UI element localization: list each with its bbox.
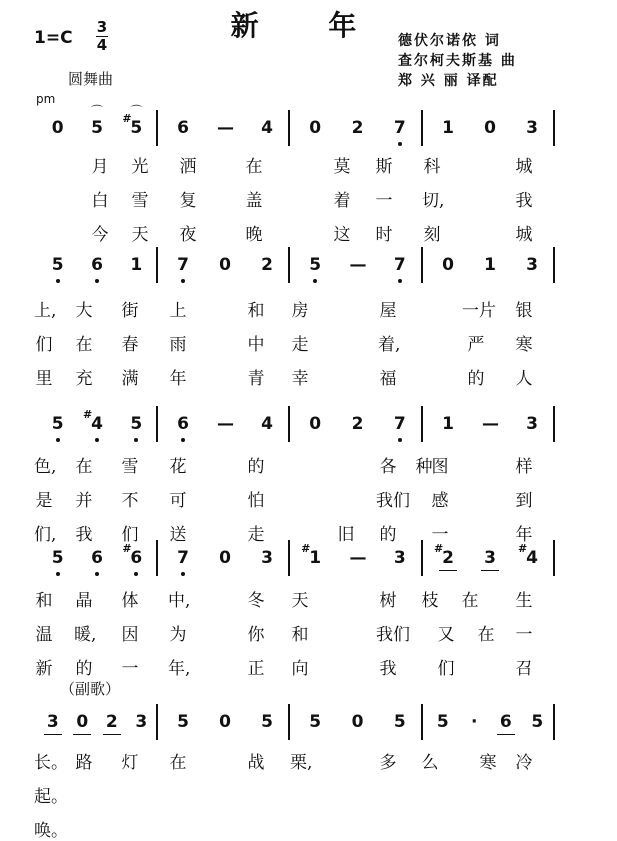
lyric-syllable: 天	[291, 591, 309, 611]
song-title: 新 年	[230, 9, 387, 42]
low-octave-dot	[313, 279, 317, 283]
note: 5	[309, 712, 322, 732]
lyric-syllable: 雪	[131, 191, 149, 211]
sharp-sign: #	[83, 408, 93, 421]
note: 5	[309, 255, 322, 275]
lyric-syllable: 们	[35, 335, 53, 355]
barline	[156, 406, 158, 442]
low-octave-dot	[398, 438, 402, 442]
note: 7	[393, 414, 406, 434]
lyric-syllable: 长。	[34, 753, 68, 773]
time-top: 3	[96, 18, 108, 36]
lyric-syllable: 图	[431, 457, 449, 477]
lyric-syllable: 起。	[34, 787, 68, 807]
lyric-syllable: 和	[35, 591, 53, 611]
note: 3	[261, 548, 273, 568]
barline	[553, 406, 555, 442]
eighth-underline	[44, 734, 62, 735]
lyric-syllable: 在	[245, 157, 263, 177]
lyric-syllable: 在	[75, 457, 93, 477]
credit-translator: 郑 兴 丽 译配	[398, 73, 499, 89]
lyric-syllable: 盖	[245, 191, 263, 211]
note: 3	[135, 712, 148, 732]
lyric-syllable: 花	[169, 457, 187, 477]
barline	[156, 110, 158, 146]
sharp-sign: #	[518, 542, 528, 555]
note: 0	[219, 712, 231, 732]
barline	[421, 704, 423, 740]
note: 2	[351, 414, 364, 434]
note: 4	[91, 414, 103, 434]
note: 6	[177, 118, 189, 138]
lyric-syllable: 温	[35, 625, 53, 645]
lyric-syllable: 因	[121, 625, 139, 645]
low-octave-dot	[134, 572, 138, 576]
lyric-syllable: 寒	[479, 753, 497, 773]
note: 0	[484, 118, 496, 138]
lyric-syllable: 和	[247, 301, 265, 321]
lyric-syllable: 们,	[34, 525, 57, 545]
lyric-syllable: 刻	[423, 225, 441, 245]
lyric-syllable: 的	[247, 457, 265, 477]
lyric-syllable: 天	[131, 225, 149, 245]
lyric-syllable: 年	[515, 525, 533, 545]
lyric-syllable: 多	[379, 753, 397, 773]
sharp-sign: #	[122, 112, 132, 125]
lyric-syllable: 我	[75, 525, 93, 545]
note: 2	[351, 118, 364, 138]
note: 2	[261, 255, 273, 275]
note: 5	[261, 712, 273, 732]
barline	[288, 247, 290, 283]
note: 6	[499, 712, 512, 732]
lyric-syllable: 福	[379, 369, 397, 389]
lyric-syllable: 莫	[333, 157, 351, 177]
barline	[421, 406, 423, 442]
barline	[553, 704, 555, 740]
lyric-syllable: 向	[291, 659, 309, 679]
barline	[553, 540, 555, 576]
lyric-syllable: 可	[169, 491, 187, 511]
lyric-syllable: 为	[169, 625, 187, 645]
tempo-marking: 圆舞曲	[68, 70, 114, 88]
barline	[288, 406, 290, 442]
lyric-syllable: 你	[247, 625, 265, 645]
note: 2	[442, 548, 454, 568]
lyric-syllable: 科	[423, 157, 441, 177]
refrain-label: （副歌）	[60, 680, 121, 698]
low-octave-dot	[398, 142, 402, 146]
note: 7	[177, 548, 189, 568]
lyric-syllable: 的	[75, 659, 93, 679]
note: 0	[51, 118, 64, 138]
barline	[156, 540, 158, 576]
lyric-syllable: 屋	[379, 301, 397, 321]
time-signature	[96, 20, 108, 53]
lyric-syllable: 大	[75, 301, 93, 321]
lyric-syllable: 房	[291, 301, 309, 321]
lyric-syllable: 月	[91, 157, 109, 177]
lyric-syllable: 怕	[247, 491, 265, 511]
lyric-syllable: 和	[291, 625, 309, 645]
lyric-syllable: 又	[437, 625, 455, 645]
lyric-syllable: 青	[247, 369, 265, 389]
note: 5	[436, 712, 449, 732]
lyric-syllable: 幸	[291, 369, 309, 389]
note: 0	[309, 414, 322, 434]
eighth-underline	[481, 570, 499, 571]
lyric-syllable: 在	[75, 335, 93, 355]
lyric-syllable: 并	[75, 491, 93, 511]
lyric-syllable: 夜	[179, 225, 197, 245]
lyric-syllable: 不	[121, 491, 139, 511]
lyric-syllable: 上,	[34, 301, 57, 321]
lyric-syllable: 晶	[75, 591, 93, 611]
lyric-syllable: 复	[179, 191, 197, 211]
lyric-syllable: 着,	[378, 335, 401, 355]
barline	[421, 540, 423, 576]
note: 3	[484, 548, 496, 568]
note: 5	[51, 255, 64, 275]
note: 4	[526, 548, 538, 568]
barline	[156, 247, 158, 283]
note: 5	[51, 548, 64, 568]
lyric-syllable: 城	[515, 225, 533, 245]
lyric-syllable: 色,	[34, 457, 57, 477]
lyric-syllable: 一	[121, 659, 139, 679]
note: 5	[130, 414, 143, 434]
lyric-syllable: 白	[91, 191, 109, 211]
lyric-syllable: 战	[247, 753, 265, 773]
eighth-underline	[439, 570, 457, 571]
lyric-syllable: 的	[379, 525, 397, 545]
lyric-syllable: 们	[437, 659, 455, 679]
lyric-syllable: 一	[431, 525, 449, 545]
lyric-syllable: 生	[515, 591, 533, 611]
sharp-sign: #	[301, 542, 311, 555]
lyric-syllable: 一片	[462, 301, 496, 321]
note: 7	[177, 255, 189, 275]
lyric-syllable: 这	[333, 225, 351, 245]
barline	[288, 704, 290, 740]
lyric-syllable: 里	[35, 369, 53, 389]
key-signature: 1=C	[34, 28, 73, 48]
lyric-syllable: 年,	[168, 659, 191, 679]
dynamic-marking: pm	[36, 92, 56, 106]
note: 5	[130, 118, 143, 138]
low-octave-dot	[56, 279, 60, 283]
lyric-syllable: 我们	[376, 625, 410, 645]
note: —	[349, 548, 367, 568]
lyric-syllable: 春	[121, 335, 139, 355]
note: 4	[261, 118, 273, 138]
lyric-syllable: 一	[375, 191, 393, 211]
low-octave-dot	[56, 438, 60, 442]
lyric-syllable: 城	[515, 157, 533, 177]
note: 4	[261, 414, 273, 434]
time-bottom: 4	[96, 36, 108, 54]
eighth-underline	[497, 734, 515, 735]
note: —	[482, 414, 499, 434]
note: 0	[219, 548, 231, 568]
note: 3	[393, 548, 406, 568]
note: 0	[442, 255, 454, 275]
note: 1	[442, 414, 454, 434]
note: 5	[177, 712, 189, 732]
low-octave-dot	[181, 438, 185, 442]
note: —	[217, 414, 234, 434]
eighth-underline	[73, 734, 91, 735]
note: 3	[526, 255, 538, 275]
lyric-syllable: 在	[477, 625, 495, 645]
barline	[421, 247, 423, 283]
note: 1	[442, 118, 454, 138]
note: 0	[351, 712, 364, 732]
lyric-syllable: 走	[291, 335, 309, 355]
lyric-syllable: 新	[35, 659, 53, 679]
note: 5	[51, 414, 64, 434]
lyric-syllable: 雨	[169, 335, 187, 355]
note: 6	[91, 548, 103, 568]
note: 5	[393, 712, 406, 732]
lyric-syllable: 今	[91, 225, 109, 245]
sharp-sign: #	[122, 542, 132, 555]
note: 5	[531, 712, 544, 732]
note: 1	[130, 255, 143, 275]
lyric-syllable: 洒	[179, 157, 197, 177]
lyric-syllable: 各	[379, 457, 397, 477]
lyric-syllable: 满	[121, 369, 139, 389]
lyric-syllable: 在	[461, 591, 479, 611]
lyric-syllable: 中,	[168, 591, 191, 611]
note: 3	[526, 118, 538, 138]
note: 0	[309, 118, 322, 138]
lyric-syllable: 切,	[422, 191, 445, 211]
lyric-syllable: 种	[415, 457, 433, 477]
fermata-mark: ⌒	[130, 104, 143, 118]
note: 0	[76, 712, 89, 732]
lyric-syllable: 树	[379, 591, 397, 611]
note: 7	[393, 118, 406, 138]
lyric-syllable: 枝	[421, 591, 439, 611]
lyric-syllable: 唤。	[34, 821, 68, 841]
lyric-syllable: 旧	[337, 525, 355, 545]
note: ·	[471, 712, 478, 732]
lyric-syllable: 栗,	[290, 753, 313, 773]
note: 0	[219, 255, 231, 275]
barline	[553, 247, 555, 283]
lyric-syllable: 灯	[121, 753, 139, 773]
lyric-syllable: 到	[515, 491, 533, 511]
lyric-syllable: 暖,	[74, 625, 97, 645]
lyric-syllable: 路	[75, 753, 93, 773]
low-octave-dot	[181, 279, 185, 283]
note: 1	[484, 255, 496, 275]
fermata-mark: ⌒	[91, 104, 104, 118]
low-octave-dot	[398, 279, 402, 283]
barline	[553, 110, 555, 146]
note: —	[349, 255, 367, 275]
lyric-syllable: 正	[247, 659, 265, 679]
barline	[156, 704, 158, 740]
eighth-underline	[103, 734, 121, 735]
lyric-syllable: 着	[333, 191, 351, 211]
note: 1	[309, 548, 322, 568]
barline	[288, 540, 290, 576]
lyric-syllable: 人	[515, 369, 533, 389]
lyric-syllable: 的	[467, 369, 485, 389]
note: 7	[393, 255, 406, 275]
lyric-syllable: 严	[467, 335, 485, 355]
lyric-syllable: 走	[247, 525, 265, 545]
lyric-syllable: 我	[379, 659, 397, 679]
lyric-syllable: 雪	[121, 457, 139, 477]
lyric-syllable: 召	[515, 659, 533, 679]
lyric-syllable: 街	[121, 301, 139, 321]
barline	[288, 110, 290, 146]
lyric-syllable: 年	[169, 369, 187, 389]
lyric-syllable: 在	[169, 753, 187, 773]
lyric-syllable: 体	[121, 591, 139, 611]
note: 2	[105, 712, 118, 732]
note: 3	[46, 712, 59, 732]
note: 6	[130, 548, 143, 568]
lyric-syllable: 我们	[376, 491, 410, 511]
low-octave-dot	[181, 572, 185, 576]
low-octave-dot	[56, 572, 60, 576]
barline	[421, 110, 423, 146]
lyric-syllable: 上	[169, 301, 187, 321]
low-octave-dot	[95, 279, 99, 283]
note: 6	[91, 255, 103, 275]
lyric-syllable: 中	[247, 335, 265, 355]
lyric-syllable: 银	[515, 301, 533, 321]
note: 6	[177, 414, 189, 434]
low-octave-dot	[95, 572, 99, 576]
sharp-sign: #	[434, 542, 444, 555]
lyric-syllable: 冬	[247, 591, 265, 611]
lyric-syllable: 一	[515, 625, 533, 645]
low-octave-dot	[134, 438, 138, 442]
lyric-syllable: 时	[375, 225, 393, 245]
lyric-syllable: 么	[421, 753, 439, 773]
credit-composer: 查尔柯夫斯基 曲	[398, 53, 517, 69]
lyric-syllable: 是	[35, 491, 53, 511]
lyric-syllable: 们	[121, 525, 139, 545]
lyric-syllable: 送	[169, 525, 187, 545]
lyric-syllable: 样	[515, 457, 533, 477]
lyric-syllable: 冷	[515, 753, 533, 773]
note: 3	[526, 414, 538, 434]
lyric-syllable: 我	[515, 191, 533, 211]
lyric-syllable: 充	[75, 369, 93, 389]
lyric-syllable: 寒	[515, 335, 533, 355]
low-octave-dot	[95, 438, 99, 442]
note: —	[217, 118, 234, 138]
lyric-syllable: 感	[431, 491, 449, 511]
lyric-syllable: 晚	[245, 225, 263, 245]
credit-lyricist: 德伏尔诺依 词	[398, 33, 501, 49]
lyric-syllable: 光	[131, 157, 149, 177]
lyric-syllable: 斯	[375, 157, 393, 177]
note: 5	[91, 118, 103, 138]
